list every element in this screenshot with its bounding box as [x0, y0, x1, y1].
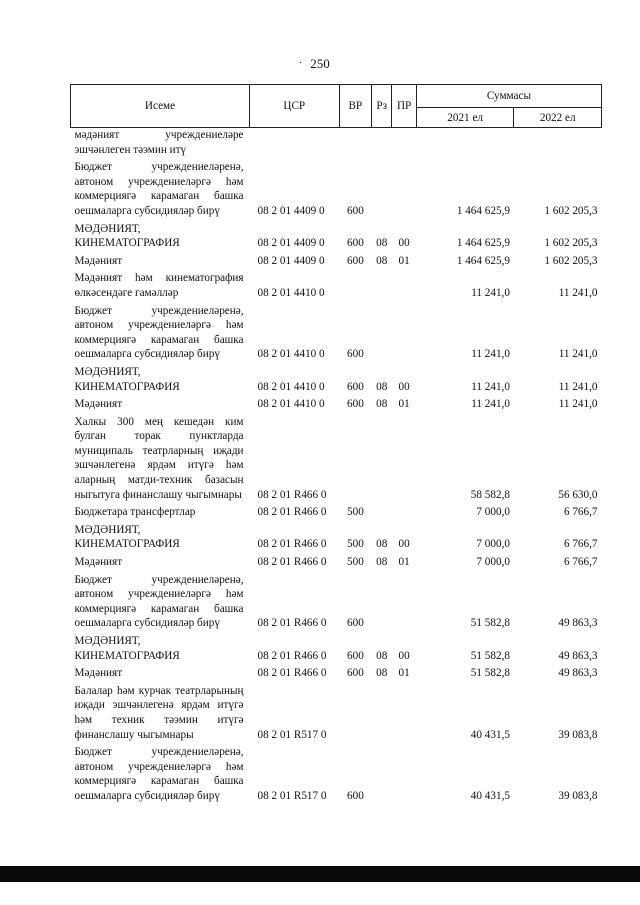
row-vr-cell: 600 — [347, 667, 364, 680]
row-name-cell: Мәдәният — [74, 254, 123, 267]
row-rz-cell: 08 — [376, 538, 388, 551]
row-csr-cell: 08 2 01 4410 0 — [257, 348, 325, 361]
header-year-2021: 2021 ел — [416, 108, 514, 128]
page-number: 250 — [310, 56, 330, 71]
row-csr-cell: 08 2 01 4410 0 — [257, 286, 325, 299]
row-2022-cell: 11 241,0 — [558, 380, 598, 393]
row-2022-cell: 56 630,0 — [558, 488, 598, 501]
row-pr-cell — [392, 681, 416, 742]
row-name-cell: МӘДӘНИЯТ, КИНЕМАТОГРАФИЯ — [74, 523, 180, 551]
table-row — [71, 219, 602, 251]
row-rz-cell — [372, 502, 392, 520]
row-rz-cell — [372, 570, 392, 631]
row-2022-cell: 49 863,3 — [558, 667, 598, 680]
row-csr-cell: 08 2 01 4409 0 — [257, 237, 325, 250]
row-pr-cell: 00 — [398, 380, 410, 393]
row-2022-cell: 1 602 205,3 — [544, 254, 598, 267]
row-name-cell: МӘДӘНИЯТ, КИНЕМАТОГРАФИЯ — [74, 635, 180, 662]
header-sums: Суммасы — [416, 85, 601, 108]
row-2022-cell: 6 766,7 — [563, 506, 598, 519]
row-name-cell: Мәдәният — [74, 667, 123, 680]
scan-edge-bar — [0, 866, 640, 882]
table-row — [71, 631, 602, 663]
row-2022-cell: 11 241,0 — [558, 398, 598, 411]
row-vr-cell: 600 — [347, 204, 364, 217]
row-pr-cell: 01 — [398, 667, 410, 680]
row-rz-cell: 08 — [376, 254, 388, 267]
row-pr-cell: 01 — [398, 254, 410, 267]
row-2022-cell: 49 863,3 — [558, 649, 598, 662]
table-row — [71, 412, 602, 503]
row-rz-cell — [372, 157, 392, 218]
row-vr-cell: 600 — [347, 398, 364, 411]
row-vr-cell: 600 — [347, 789, 364, 802]
row-2021-cell: 1 464 625,9 — [456, 254, 510, 267]
table-row — [71, 128, 602, 158]
header-rz: Рз — [372, 85, 392, 128]
row-vr-cell — [339, 128, 372, 158]
row-csr-cell: 08 2 01 R517 0 — [257, 789, 327, 802]
row-2021-cell: 40 431,5 — [470, 728, 510, 741]
row-pr-cell: 00 — [398, 237, 410, 250]
row-rz-cell: 08 — [376, 398, 388, 411]
row-name-cell: МӘДӘНИЯТ, КИНЕМАТОГРАФИЯ — [74, 222, 180, 250]
row-vr-cell: 600 — [347, 237, 364, 250]
row-2022-cell: 6 766,7 — [563, 556, 598, 569]
row-pr-cell — [392, 128, 416, 158]
row-2022-cell: 49 863,3 — [558, 617, 598, 630]
table-row — [71, 742, 602, 803]
header-pr: ПР — [392, 85, 416, 128]
row-vr-cell: 600 — [347, 649, 364, 662]
row-2022-cell: 1 602 205,3 — [544, 204, 598, 217]
row-2022-cell: 39 083,8 — [558, 789, 598, 802]
row-csr-cell: 08 2 01 R466 0 — [257, 538, 327, 551]
row-rz-cell — [372, 301, 392, 362]
row-name-cell: Балалар һәм курчак театрларының иҗади эшчәнлегенә ярдәм итүгә һәм техник тәэмин итүгә финанслашу чыгымнары — [74, 684, 244, 741]
row-name-cell: Халкы 300 мең кешедән ким булган торак пунктларда муниципаль театрларның иҗади эшчәнлегенә ярдәм итүгә һәм аларның матди-техник базасын ныгытуга финанслашу чыгымнары — [74, 415, 244, 501]
header-year-2022: 2022 ел — [514, 108, 602, 128]
row-pr-cell: 00 — [398, 649, 410, 662]
row-2022-cell: 11 241,0 — [558, 286, 598, 299]
stray-mark: · — [299, 58, 303, 69]
table-row — [71, 502, 602, 520]
row-csr-cell: 08 2 01 R466 0 — [257, 617, 327, 630]
table-row — [71, 301, 602, 362]
row-2021-cell: 1 464 625,9 — [456, 237, 510, 250]
table-row — [71, 520, 602, 552]
row-rz-cell — [372, 412, 392, 503]
row-2022-cell: 11 241,0 — [558, 348, 598, 361]
row-vr-cell — [339, 681, 372, 742]
row-csr-cell: 08 2 01 4410 0 — [257, 380, 325, 393]
table-row — [71, 681, 602, 742]
row-csr-cell: 08 2 01 R466 0 — [257, 488, 327, 501]
row-rz-cell — [372, 268, 392, 300]
row-name-cell: МӘДӘНИЯТ, КИНЕМАТОГРАФИЯ — [74, 365, 180, 393]
table-row — [71, 570, 602, 631]
row-name-cell: Бюджет учреждениеләренә, автоном учреждениеләргә һәм коммерциягә карамаган башка оешмаларга субсидияләр бирү — [74, 161, 244, 217]
row-pr-cell — [392, 502, 416, 520]
row-rz-cell — [372, 128, 392, 158]
row-2021-cell: 11 241,0 — [471, 286, 510, 299]
row-2021-cell: 11 241,0 — [471, 398, 510, 411]
row-vr-cell: 600 — [347, 380, 364, 393]
header-csr: ЦСР — [250, 85, 340, 128]
row-pr-cell — [392, 157, 416, 218]
row-csr-cell: 08 2 01 R466 0 — [257, 506, 327, 519]
row-csr-cell: 08 2 01 R466 0 — [257, 667, 327, 680]
row-rz-cell: 08 — [376, 667, 388, 680]
row-2021-cell: 7 000,0 — [476, 556, 510, 569]
row-name-cell: Бюджет учреждениеләренә, автоном учреждениеләргә һәм коммерциягә карамаган башка оешмаларга субсидияләр бирү — [74, 746, 244, 802]
row-2021-cell: 7 000,0 — [476, 538, 510, 551]
row-2021-cell — [416, 128, 514, 158]
row-vr-cell — [339, 412, 372, 503]
row-2021-cell: 11 241,0 — [471, 348, 510, 361]
table-row — [71, 394, 602, 412]
row-pr-cell: 00 — [398, 538, 410, 551]
row-name-cell: Мәдәният һәм кинематография өлкәсендәге гамәлләр — [74, 272, 244, 299]
table-row — [71, 268, 602, 300]
row-name-cell: Мәдәният — [74, 556, 123, 569]
row-rz-cell: 08 — [376, 649, 388, 662]
row-csr-cell: 08 2 01 4409 0 — [257, 254, 325, 267]
row-2021-cell: 7 000,0 — [476, 506, 510, 519]
row-csr-cell — [250, 128, 340, 158]
row-2022-cell: 39 083,8 — [558, 728, 598, 741]
row-pr-cell — [392, 268, 416, 300]
row-csr-cell: 08 2 01 4409 0 — [257, 204, 325, 217]
table-row — [71, 663, 602, 681]
row-vr-cell: 500 — [347, 556, 364, 569]
row-vr-cell: 600 — [347, 348, 364, 361]
row-2022-cell: 6 766,7 — [563, 538, 598, 551]
row-vr-cell: 500 — [347, 538, 364, 551]
row-pr-cell: 01 — [398, 556, 410, 569]
table-row — [71, 362, 602, 394]
row-name-cell: Бюджет учреждениеләренә, автоном учреждениеләргә һәм коммерциягә карамаган башка оешмаларга субсидияләр бирү — [74, 304, 244, 361]
row-rz-cell: 08 — [376, 556, 388, 569]
row-csr-cell: 08 2 01 4410 0 — [257, 398, 325, 411]
table-row — [71, 251, 602, 269]
row-pr-cell — [392, 301, 416, 362]
row-csr-cell: 08 2 01 R517 0 — [257, 728, 327, 741]
row-pr-cell: 01 — [398, 398, 410, 411]
row-2021-cell: 51 582,8 — [470, 649, 510, 662]
row-2022-cell — [514, 128, 602, 158]
row-vr-cell: 500 — [347, 506, 364, 519]
row-rz-cell — [372, 681, 392, 742]
row-pr-cell — [392, 742, 416, 803]
row-name-cell: Бюджет учреждениеләренә, автоном учреждениеләргә һәм коммерциягә карамаган башка оешмаларга субсидияләр бирү — [74, 573, 244, 630]
row-pr-cell — [392, 570, 416, 631]
row-2021-cell: 51 582,8 — [470, 617, 510, 630]
row-rz-cell: 08 — [376, 237, 388, 250]
table-body — [71, 128, 602, 804]
table-header — [71, 85, 602, 128]
row-2021-cell: 11 241,0 — [471, 380, 510, 393]
row-pr-cell — [392, 412, 416, 503]
row-csr-cell: 08 2 01 R466 0 — [257, 556, 327, 569]
row-rz-cell: 08 — [376, 380, 388, 393]
header-vr: ВР — [339, 85, 372, 128]
row-name-cell: мәдәният учреждениеләре эшчәнлеген тәэмин итү — [74, 129, 244, 156]
row-name-cell: Мәдәният — [74, 398, 123, 411]
row-2021-cell: 51 582,8 — [470, 667, 510, 680]
table-row — [71, 552, 602, 570]
row-2021-cell: 58 582,8 — [470, 488, 510, 501]
row-2022-cell: 1 602 205,3 — [544, 237, 598, 250]
row-2021-cell: 1 464 625,9 — [456, 204, 510, 217]
row-vr-cell — [339, 268, 372, 300]
table-row — [71, 157, 602, 218]
row-vr-cell: 600 — [347, 254, 364, 267]
row-vr-cell: 600 — [347, 617, 364, 630]
row-2021-cell: 40 431,5 — [470, 789, 510, 802]
row-csr-cell: 08 2 01 R466 0 — [257, 649, 327, 662]
row-name-cell: Бюджетара трансфертлар — [74, 506, 196, 519]
header-name: Исеме — [71, 85, 250, 128]
row-rz-cell — [372, 742, 392, 803]
budget-table — [70, 84, 602, 804]
